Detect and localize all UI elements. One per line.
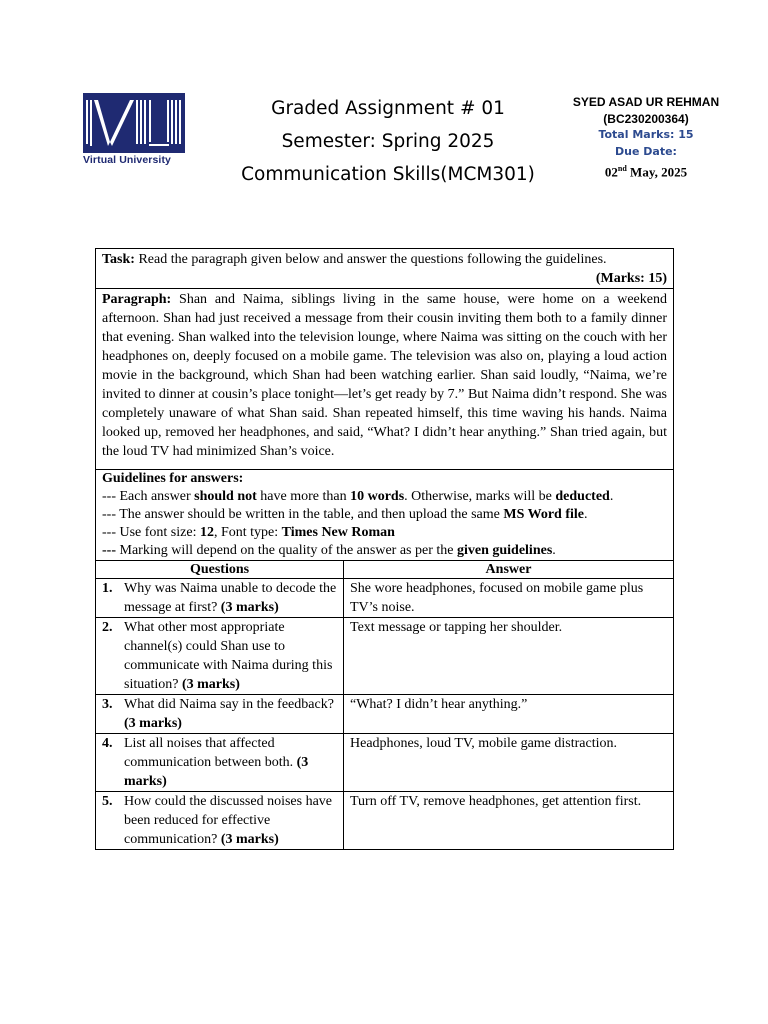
task-text: Read the paragraph given below and answer the questions following the guidelines. [134,252,607,267]
assignment-table [95,248,674,850]
student-info [558,94,734,181]
question-cell: 5. How could the discussed noises have been reduced for effective communication? (3 marks) [96,792,344,850]
title-course: Communication Skills(MCM301) [241,164,535,185]
answer-cell[interactable]: “What? I didn’t hear anything.” [344,695,674,734]
guidelines-heading: Guidelines for answers: [102,471,244,486]
question-cell: 3. What did Naima say in the feedback? (3 marks) [96,695,344,734]
table-row [96,792,674,850]
guideline-1: --- Each answer should not have more than 10 words. Otherwise, marks will be deducted. [102,489,614,504]
university-logo [83,93,185,166]
question-cell: 4. List all noises that affected communication between both. (3 marks) [96,734,344,792]
question-cell: 2. What other most appropriate channel(s) could Shan use to communicate with Naima during this situation? (3 marks) [96,618,344,695]
questions-header: Questions [96,561,344,579]
answer-cell[interactable]: Turn off TV, remove headphones, get attention first. [344,792,674,850]
due-date: 02nd May, 2025 [604,164,688,180]
document-title [228,92,548,191]
guideline-3: --- Use font size: 12, Font type: Times New Roman [102,525,395,540]
answer-cell[interactable]: Text message or tapping her shoulder. [344,618,674,695]
due-date-label: Due Date: [615,144,677,158]
task-label: Task: [102,252,135,267]
paragraph-label: Paragraph: [102,292,172,307]
question-cell: 1. Why was Naima unable to decode the message at first? (3 marks) [96,579,344,618]
guideline-2: --- The answer should be written in the table, and then upload the same MS Word file. [102,507,588,522]
guideline-4: --- Marking will depend on the quality of the answer as per the given guidelines. [102,543,556,558]
title-assignment: Graded Assignment # 01 [271,98,505,119]
guidelines-cell [96,470,674,561]
table-row [96,579,674,618]
answer-cell[interactable]: She wore headphones, focused on mobile game plus TV’s noise. [344,579,674,618]
answer-header: Answer [344,561,674,579]
logo-caption: Virtual University [83,154,171,166]
vu-logo-icon [83,93,185,153]
paragraph-text: Shan and Naima, siblings living in the same house, were home on a weekend afternoon. Shan had just received a message from their cousin inviting them both to a family dinner that evening. Shan walked into the television lounge, where Naima was sitting on the couch with her headphones on, deeply focused on a mobile game. The television was also on, playing a loud action movie in the background, which Shan had been watching earlier. Shan said loudly, “Naima, we’re invited to dinner at cousin’s place tonight—let’s get ready by 7.” But Naima didn’t respond. She was completely unaware of what Shan said. Shan repeated himself, this time waving his hands. Naima looked up, removed her headphones, and said, “What? I didn’t hear anything.” Shan tried again, but the loud TV had minimized Shan’s voice. [102,292,667,459]
student-id: (BC230200364) [603,111,689,126]
total-marks: Total Marks: 15 [598,128,694,141]
title-semester: Semester: Spring 2025 [281,131,495,152]
paragraph-cell [96,289,674,470]
student-name: SYED ASAD UR REHMAN [572,95,720,109]
table-row [96,695,674,734]
task-marks: (Marks: 15) [595,271,667,286]
answer-cell[interactable]: Headphones, loud TV, mobile game distraction. [344,734,674,792]
table-row [96,734,674,792]
task-cell [96,249,674,289]
table-row [96,618,674,695]
